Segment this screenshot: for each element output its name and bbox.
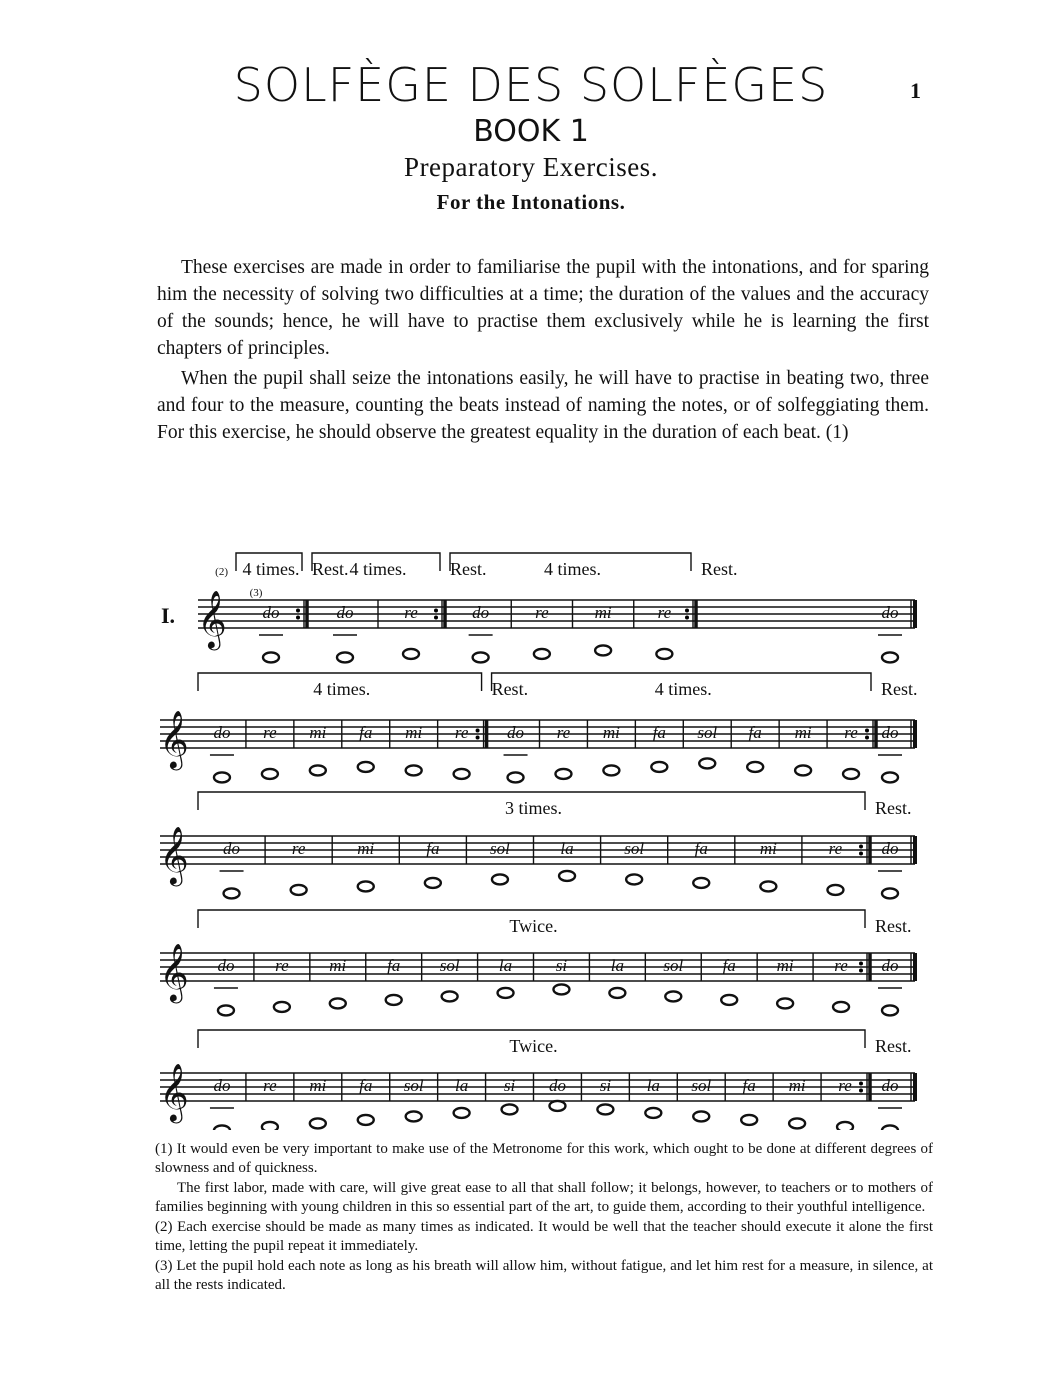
solfege-syllable: fa: [426, 839, 440, 858]
rest-label: Rest.: [875, 916, 912, 936]
whole-note: [214, 772, 230, 782]
repeat-dot: [859, 852, 863, 856]
whole-note: [262, 769, 278, 779]
whole-note: [214, 1125, 230, 1130]
whole-note: [406, 765, 422, 775]
solfege-syllable: sol: [439, 956, 460, 975]
intro-paragraph: When the pupil shall seize the intonations easily, he will have to practise in beating two, three and four to the measure, counting the beats instead of naming the notes, or of solfeggiating them. For this exercise, he should observe the greatest equality in the duration of each beat. (1): [157, 368, 929, 443]
repeat-dot: [859, 1089, 863, 1093]
section-heading: Preparatory Exercises.: [404, 152, 658, 182]
solfege-syllable: mi: [329, 956, 347, 975]
solfege-syllable: fa: [722, 956, 736, 975]
rest-label: Rest.: [312, 559, 349, 579]
whole-note: [597, 1104, 613, 1114]
repeat-label: 4 times.: [654, 679, 712, 699]
solfege-syllable: do: [507, 723, 525, 742]
whole-note: [310, 765, 326, 775]
whole-note: [454, 769, 470, 779]
solfege-syllable: mi: [405, 723, 423, 742]
book-heading: BOOK 1: [473, 114, 589, 149]
whole-note: [263, 652, 279, 662]
whole-note: [559, 871, 575, 881]
whole-note: [693, 1111, 709, 1121]
exercise-number: I.: [160, 603, 176, 628]
solfege-syllable: si: [555, 956, 568, 975]
footnote-marker: (3): [249, 587, 263, 599]
repeat-dot: [296, 616, 300, 620]
whole-note: [760, 881, 776, 891]
repeat-dot: [476, 736, 480, 740]
whole-note: [595, 645, 611, 655]
whole-note: [882, 652, 898, 662]
whole-note: [777, 998, 793, 1008]
solfege-syllable: re: [838, 1076, 852, 1095]
whole-note: [741, 1115, 757, 1125]
solfege-syllable: la: [610, 956, 624, 975]
repeat-dot: [859, 969, 863, 973]
whole-note: [795, 765, 811, 775]
treble-clef-icon: 𝄞: [159, 944, 189, 1000]
repeat-dot: [859, 845, 863, 849]
repeat-dot: [865, 729, 869, 733]
footnote-2: (2) Each exercise should be made as many times as indicated. It would be well that the teacher should execute it alone the first time, letting the pupil repeat it immediately.: [155, 1219, 933, 1254]
rest-label: Rest.: [881, 679, 918, 699]
solfege-syllable: sol: [691, 1076, 712, 1095]
whole-note: [665, 991, 681, 1001]
repeat-dot: [476, 729, 480, 733]
repeat-dot: [865, 736, 869, 740]
repeat-label: 3 times.: [505, 798, 562, 818]
repeat-label: 4 times.: [313, 679, 371, 699]
whole-note: [833, 1002, 849, 1012]
solfege-syllable: fa: [652, 723, 666, 742]
treble-clef-icon: 𝄞: [197, 591, 227, 647]
solfege-syllable: re: [828, 839, 843, 858]
solfege-syllable: do: [217, 956, 235, 975]
whole-note: [693, 878, 709, 888]
solfege-syllable: re: [275, 956, 289, 975]
rest-label: Rest.: [875, 1036, 912, 1056]
solfege-syllable: la: [646, 1076, 660, 1095]
repeat-dot: [296, 609, 300, 613]
whole-note: [425, 878, 441, 888]
whole-note: [626, 874, 642, 884]
repeat-label: Twice.: [509, 916, 558, 936]
whole-note: [882, 888, 898, 898]
solfege-syllable: do: [881, 839, 899, 858]
whole-note: [274, 1002, 290, 1012]
whole-note: [721, 995, 737, 1005]
whole-note: [656, 649, 672, 659]
solfege-syllable: fa: [742, 1076, 756, 1095]
whole-note: [337, 652, 353, 662]
solfege-syllable: mi: [594, 603, 612, 622]
repeat-dot: [859, 962, 863, 966]
solfege-syllable: re: [263, 1076, 277, 1095]
whole-note: [442, 991, 458, 1001]
solfege-syllable: re: [263, 723, 277, 742]
whole-note: [473, 652, 489, 662]
whole-note: [843, 769, 859, 779]
whole-note: [403, 649, 419, 659]
footnotes: [155, 1140, 933, 1296]
solfege-syllable: fa: [387, 956, 401, 975]
repeat-label: 4 times.: [242, 559, 300, 579]
solfege-syllable: sol: [624, 839, 645, 858]
solfege-syllable: la: [498, 956, 513, 975]
whole-note: [534, 649, 550, 659]
solfege-syllable: do: [881, 1076, 899, 1095]
whole-note: [645, 1108, 661, 1118]
solfege-syllable: sol: [403, 1076, 424, 1095]
repeat-label: 4 times.: [349, 559, 407, 579]
whole-note: [291, 885, 307, 895]
whole-note: [218, 1005, 234, 1015]
whole-note: [492, 874, 508, 884]
solfege-syllable: do: [262, 603, 280, 622]
solfege-syllable: do: [548, 1076, 566, 1095]
solfege-syllable: mi: [794, 723, 812, 742]
solfege-syllable: re: [844, 723, 858, 742]
solfege-syllable: mi: [602, 723, 620, 742]
whole-note: [262, 1122, 278, 1130]
footnote-1: (1) It would even be very important to make use of the Metronome for this work, which ought to be done at different degrees of slowness and of quickness.: [155, 1141, 933, 1176]
page-number: 1: [910, 78, 921, 103]
solfege-syllable: do: [336, 603, 354, 622]
solfege-syllable: re: [291, 839, 306, 858]
solfege-syllable: do: [213, 1076, 231, 1095]
whole-note: [699, 758, 715, 768]
repeat-dot: [859, 1082, 863, 1086]
rest-label: Rest.: [450, 559, 487, 579]
whole-note: [882, 772, 898, 782]
whole-note: [330, 998, 346, 1008]
whole-note: [609, 988, 625, 998]
solfege-syllable: si: [599, 1076, 612, 1095]
solfege-syllable: la: [454, 1076, 469, 1095]
solfege-syllable: fa: [748, 723, 762, 742]
repeat-label: 4 times.: [544, 559, 601, 579]
solfege-syllable: re: [834, 956, 848, 975]
whole-note: [747, 762, 763, 772]
solfege-syllable: si: [503, 1076, 516, 1095]
whole-note: [555, 769, 571, 779]
footnote-marker: (2): [215, 566, 228, 578]
whole-note: [386, 995, 402, 1005]
intro-paragraph: These exercises are made in order to familiarise the pupil with the intonations, and for sparing him the necessity of solving two difficulties at a time; the duration of the values and the accuracy of the sounds; hence, he will have to practise them exclusively while he is learning the first chapters of principles.: [157, 257, 929, 359]
whole-note: [310, 1118, 326, 1128]
treble-clef-icon: 𝄞: [159, 827, 189, 883]
whole-note: [508, 772, 524, 782]
whole-note: [553, 984, 569, 994]
whole-note: [498, 988, 514, 998]
footnote-3: (3) Let the pupil hold each note as long as his breath will allow him, without fatigue, and let him rest for a measure, in silence, at all the rests indicated.: [155, 1258, 933, 1293]
whole-note: [651, 762, 667, 772]
solfege-syllable: la: [560, 839, 574, 858]
whole-note: [549, 1101, 565, 1111]
solfege-syllable: mi: [309, 723, 327, 742]
whole-note: [454, 1108, 470, 1118]
solfege-syllable: re: [535, 603, 549, 622]
repeat-label: Twice.: [509, 1036, 558, 1056]
whole-note: [789, 1118, 805, 1128]
rest-label: Rest.: [701, 559, 738, 579]
whole-note: [358, 762, 374, 772]
whole-note: [882, 1125, 898, 1130]
whole-note: [224, 888, 240, 898]
whole-note: [882, 1005, 898, 1015]
solfege-syllable: re: [657, 603, 672, 622]
solfege-syllable: do: [881, 603, 899, 622]
solfege-syllable: fa: [359, 1076, 373, 1095]
treble-clef-icon: 𝄞: [159, 711, 189, 767]
solfege-syllable: mi: [357, 839, 375, 858]
solfege-syllable: mi: [788, 1076, 806, 1095]
whole-note: [358, 881, 374, 891]
solfege-syllable: sol: [697, 723, 718, 742]
whole-note: [406, 1111, 422, 1121]
whole-note: [837, 1122, 853, 1130]
solfege-syllable: do: [213, 723, 231, 742]
solfege-syllable: do: [472, 603, 490, 622]
solfege-syllable: re: [404, 603, 418, 622]
whole-note: [358, 1115, 374, 1125]
rest-label: Rest.: [491, 679, 529, 699]
subsection-heading: For the Intonations.: [436, 190, 626, 214]
solfege-syllable: sol: [490, 839, 510, 858]
solfege-syllable: fa: [359, 723, 373, 742]
solfege-syllable: fa: [694, 839, 708, 858]
repeat-dot: [685, 616, 689, 620]
solfege-syllable: do: [881, 956, 899, 975]
repeat-dot: [685, 609, 689, 613]
page-title: SOLFÈGE DES SOLFÈGES: [233, 58, 829, 112]
solfege-syllable: do: [223, 839, 241, 858]
solfege-syllable: mi: [776, 956, 794, 975]
whole-note: [603, 765, 619, 775]
solfege-syllable: mi: [759, 839, 777, 858]
rest-label: Rest.: [875, 798, 912, 818]
whole-note: [502, 1104, 518, 1114]
footnote-1-continued: The first labor, made with care, will give great ease to all that shall follow; it belongs, however, to teachers or to mothers of families beginning with young children in this so essential part of the art, to guide them, according to their youthful intelligence.: [155, 1180, 933, 1215]
solfege-syllable: do: [881, 723, 899, 742]
solfege-syllable: re: [454, 723, 469, 742]
solfege-syllable: sol: [663, 956, 684, 975]
repeat-dot: [434, 609, 438, 613]
treble-clef-icon: 𝄞: [159, 1064, 189, 1120]
repeat-dot: [434, 616, 438, 620]
whole-note: [827, 885, 843, 895]
solfege-syllable: mi: [309, 1076, 327, 1095]
solfege-syllable: re: [556, 723, 571, 742]
